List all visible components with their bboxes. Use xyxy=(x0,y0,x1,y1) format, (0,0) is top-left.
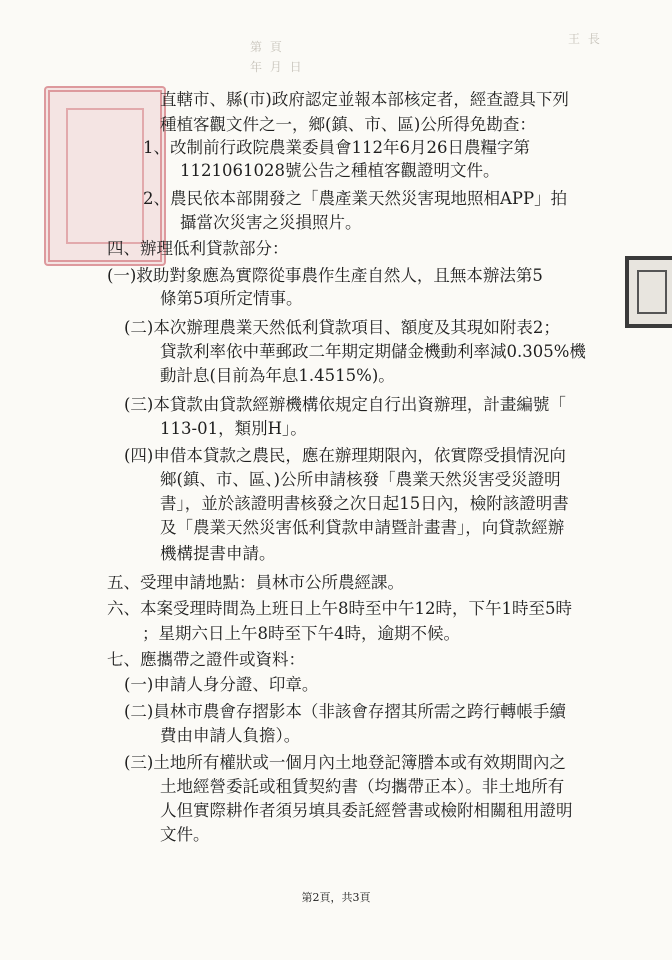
bleed-through-text: 王 長 xyxy=(568,32,602,46)
side-seal-stamp xyxy=(625,256,672,328)
document-page: 王 長 第 頁 年 月 日 直轄市、縣(市)政府認定並報本部核定者，經查證具下列 種植客觀文件之一，鄉(鎮、市、區)公所得免勘查： 1、改制前行政院農業委員會112年6月26日農糧字第 1121061028號公告之種植客觀證明文件。 2、農民依本部開發之「農產業天然災害現地照相APP」拍 攝當次災害之災損照片。 四、辦理低利貸款部分： (一)救助對象應為實際從事農作生產自然人，且無本辦法第5 條第5項所定情事。 (二)本次辦理農業天然低利貸款項目、額度及其現如附表2； 貸款利率依中華郵政二年期定期儲金機動利率減0.305%機 動計息(目前為年息1.4515%)。 (三)本貸款由貸款經辦機構依規定自行出資辦理，計畫編號「 113-01，類別H」。 (四)申借本貸款之農民，應在辦理期限內，依實際受損情況向 鄉(鎮、市、區、)公所申請核發「農業天然災害受災證明 書」，並於該證明書核發之次日起15日內，檢附該證明書 及「農業天然災害低利貸款申請暨計畫書」，向貸款經辦 機構提書申請。 五、受理申請地點：員林市公所農經課。 六、本案受理時間為上班日上午8時至中午12時，下午1時至5時 ；星期六日上午8時至下午4時，逾期不候。 七、應攜帶之證件或資料： (一)申請人身分證、印章。 (二)員林市農會存摺影本（非該會存摺其所需之跨行轉帳手續 費由申請人負擔）。 (三)土地所有權狀或一個月內土地登記簿謄本或有效期間內之 土地經營委託或租賃契約書（均攜帶正本）。非土地所有 人但實際耕作者須另填具委託經營書或檢附相關租用證明 文件。 第2頁，共3頁 xyxy=(0,0,672,960)
page-footer: 第2頁，共3頁 xyxy=(301,891,371,904)
bleed-through-text: 第 頁 xyxy=(250,40,284,54)
bleed-through-text: 年 月 日 xyxy=(250,60,304,74)
